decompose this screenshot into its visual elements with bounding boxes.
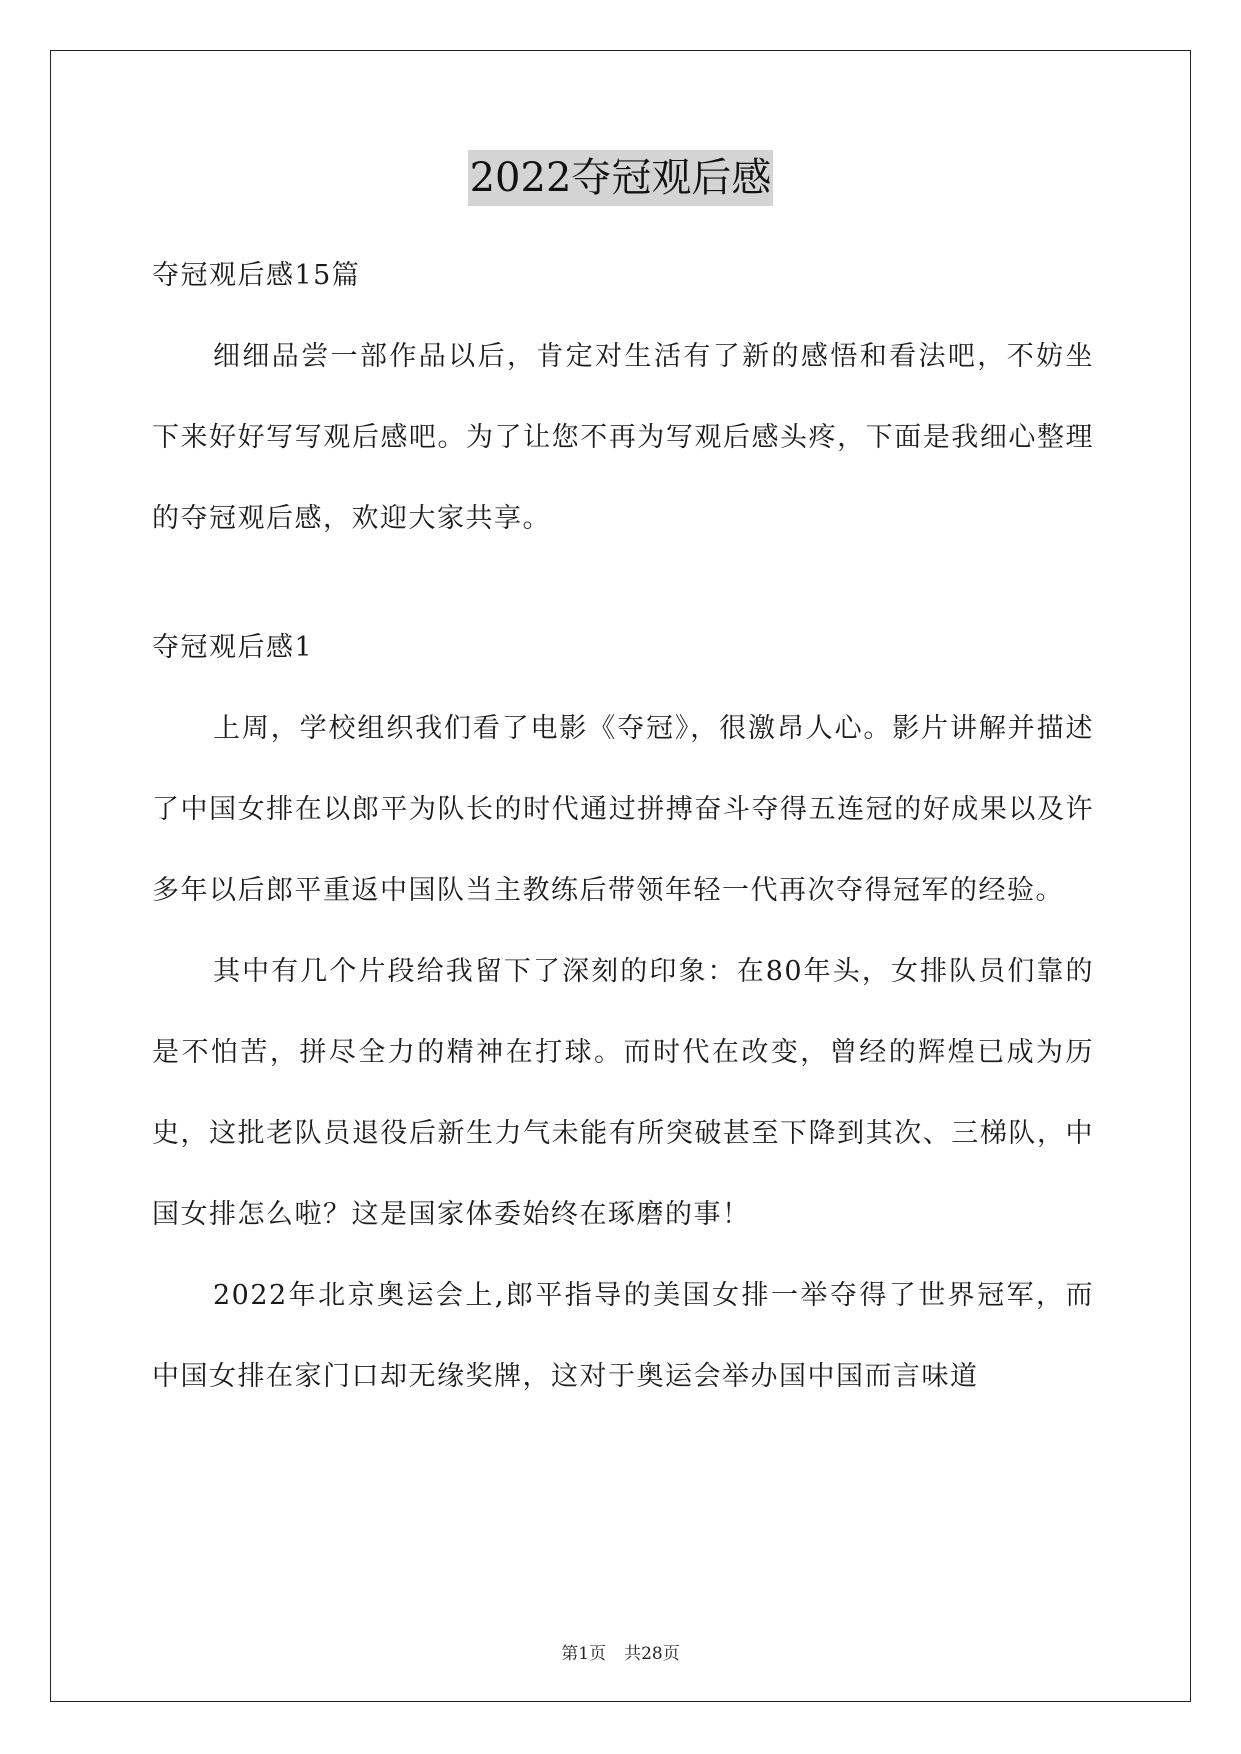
section-heading: 夺冠观后感15篇 [152, 260, 361, 291]
title-area [0, 150, 1241, 206]
spacer [152, 559, 1094, 607]
paragraph: 2022年北京奥运会上,郎平指导的美国女排一举夺得了世界冠军，而中国女排在家门口却无缘奖牌，这对于奥运会举办国中国而言味道 [152, 1280, 1094, 1392]
page-total: 共28页 [624, 1644, 680, 1664]
paragraph: 上周，学校组织我们看了电影《夺冠》，很激昂人心。影片讲解并描述了中国女排在以郎平为队长的时代通过拼搏奋斗夺得五连冠的好成果以及许多年以后郎平重返中国队当主教练后带领年轻一代再次夺得冠军的经验。 [152, 713, 1094, 906]
document-body [152, 235, 1094, 1417]
section-heading: 夺冠观后感1 [152, 632, 314, 663]
page-number: 第1页 [561, 1644, 607, 1664]
page-footer [0, 1642, 1241, 1666]
paragraph: 细细品尝一部作品以后，肯定对生活有了新的感悟和看法吧，不妨坐下来好好写写观后感吧。为了让您不再为写观后感头疼，下面是我细心整理的夺冠观后感，欢迎大家共享。 [152, 341, 1094, 534]
document-title: 2022夺冠观后感 [468, 150, 774, 206]
paragraph: 其中有几个片段给我留下了深刻的印象：在80年头，女排队员们靠的是不怕苦，拼尽全力的精神在打球。而时代在改变，曾经的辉煌已成为历史，这批老队员退役后新生力气未能有所突破甚至下降到其次、三梯队，中国女排怎么啦？这是国家体委始终在琢磨的事！ [152, 956, 1094, 1230]
